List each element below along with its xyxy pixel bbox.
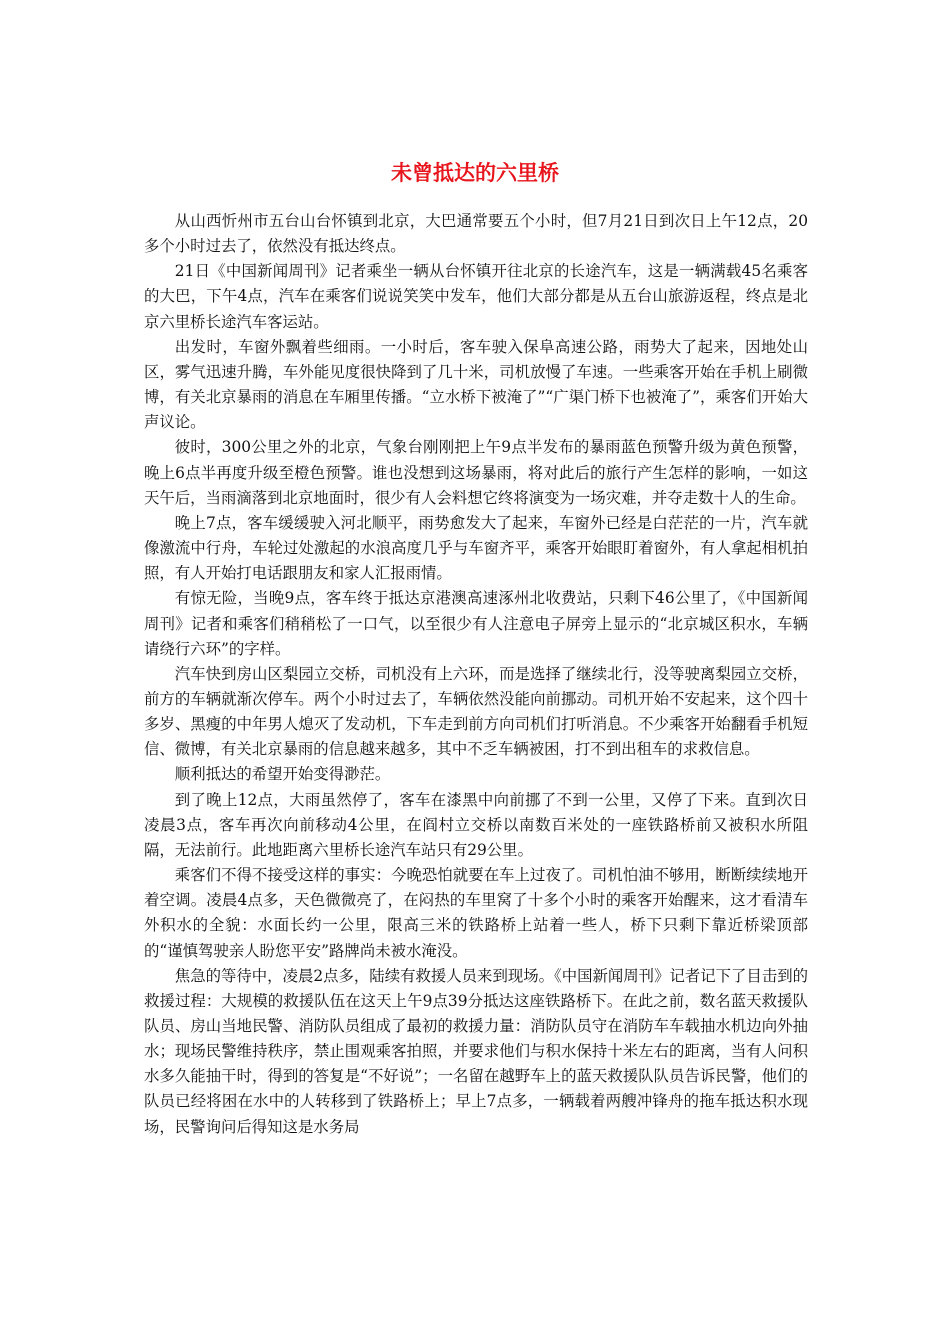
paragraph: 到了晚上12点，大雨虽然停了，客车在漆黑中向前挪了不到一公里，又停了下来。直到次日凌晨3点，客车再次向前移动4公里，在阎村立交桥以南数百米处的一座铁路桥前又被积水所阻隔，无法前行。此地距离六里桥长途汽车站只有29公里。 [144,790,808,859]
article-title: 未曾抵达的六里桥 [391,161,559,185]
paragraph: 出发时，车窗外飘着些细雨。一小时后，客车驶入保阜高速公路，雨势大了起来，因地处山区，雾气迅速升腾，车外能见度很快降到了几十米，司机放慢了车速。一些乘客开始在手机上刷微博，有关北京暴雨的消息在车厢里传播。“立水桥下被淹了”“广渠门桥下也被淹了”，乘客们开始大声议论。 [144,337,808,432]
paragraph: 晚上7点，客车缓缓驶入河北顺平，雨势愈发大了起来，车窗外已经是白茫茫的一片，汽车就像激流中行舟，车轮过处激起的水浪高度几乎与车窗齐平，乘客开始眼盯着窗外，有人拿起相机拍照，有人开始打电话跟朋友和家人汇报雨情。 [144,513,808,583]
paragraph: 有惊无险，当晚9点，客车终于抵达京港澳高速涿州北收费站，只剩下46公里了，《中国新闻周刊》记者和乘客们稍稍松了一口气，以至很少有人注意电子屏旁上显示的“北京城区积水，车辆请绕行六环”的字样。 [144,589,808,658]
article-body [144,209,808,1140]
paragraph: 汽车快到房山区梨园立交桥，司机没有上六环，而是选择了继续北行，没等驶离梨园立交桥，前方的车辆就渐次停车。两个小时过去了，车辆依然没能向前挪动。司机开始不安起来，这个四十多岁、黑瘦的中年男人熄灭了发动机，下车走到前方向司机们打听消息。不少乘客开始翻看手机短信、微博，有关北京暴雨的信息越来越多，其中不乏车辆被困，打不到出租车的求救信息。 [144,664,808,759]
paragraph: 21日《中国新闻周刊》记者乘坐一辆从台怀镇开往北京的长途汽车，这是一辆满载45名乘客的大巴，下午4点，汽车在乘客们说说笑笑中发车，他们大部分都是从五台山旅游返程，终点是北京六里桥长途汽车客运站。 [144,262,808,331]
paragraph: 从山西忻州市五台山台怀镇到北京，大巴通常要五个小时，但7月21日到次日上午12点，20多个小时过去了，依然没有抵达终点。 [144,212,808,256]
paragraph: 顺利抵达的希望开始变得渺茫。 [174,765,391,784]
paragraph: 乘客们不得不接受这样的事实：今晚恐怕就要在车上过夜了。司机怕油不够用，断断续续地开着空调。凌晨4点多，天色微微亮了，在闷热的车里窝了十多个小时的乘客开始醒来，这才看清车外积水的全貌：水面长约一公里，限高三米的铁路桥上站着一些人，桥下只剩下靠近桥梁顶部的“谨慎驾驶亲人盼您平安”路牌尚未被水淹没。 [144,866,808,960]
paragraph: 彼时，300公里之外的北京，气象台刚刚把上午9点半发布的暴雨蓝色预警升级为黄色预警，晚上6点半再度升级至橙色预警。谁也没想到这场暴雨，将对此后的旅行产生怎样的影响，一如这天午后，当雨滴落到北京地面时，很少有人会料想它终将演变为一场灾难，并夺走数十人的生命。 [144,438,808,507]
paragraph: 焦急的等待中，凌晨2点多，陆续有救援人员来到现场。《中国新闻周刊》记者记下了目击到的救援过程：大规模的救援队伍在这天上午9点39分抵达这座铁路桥下。在此之前，数名蓝天救援队队员、房山当地民警、消防队员组成了最初的救援力量：消防队员守在消防车车载抽水机边向外抽水；现场民警维持秩序，禁止围观乘客拍照，并要求他们与积水保持十米左右的距离，当有人问积水多久能抽干时，得到的答复是“不好说”；一名留在越野车上的蓝天救援队队员告诉民警，他们的队员已经将困在水中的人转移到了铁路桥上；早上7点多，一辆载着两艘冲锋舟的拖车抵达积水现场，民警询问后得知这是水务局 [144,966,808,1136]
